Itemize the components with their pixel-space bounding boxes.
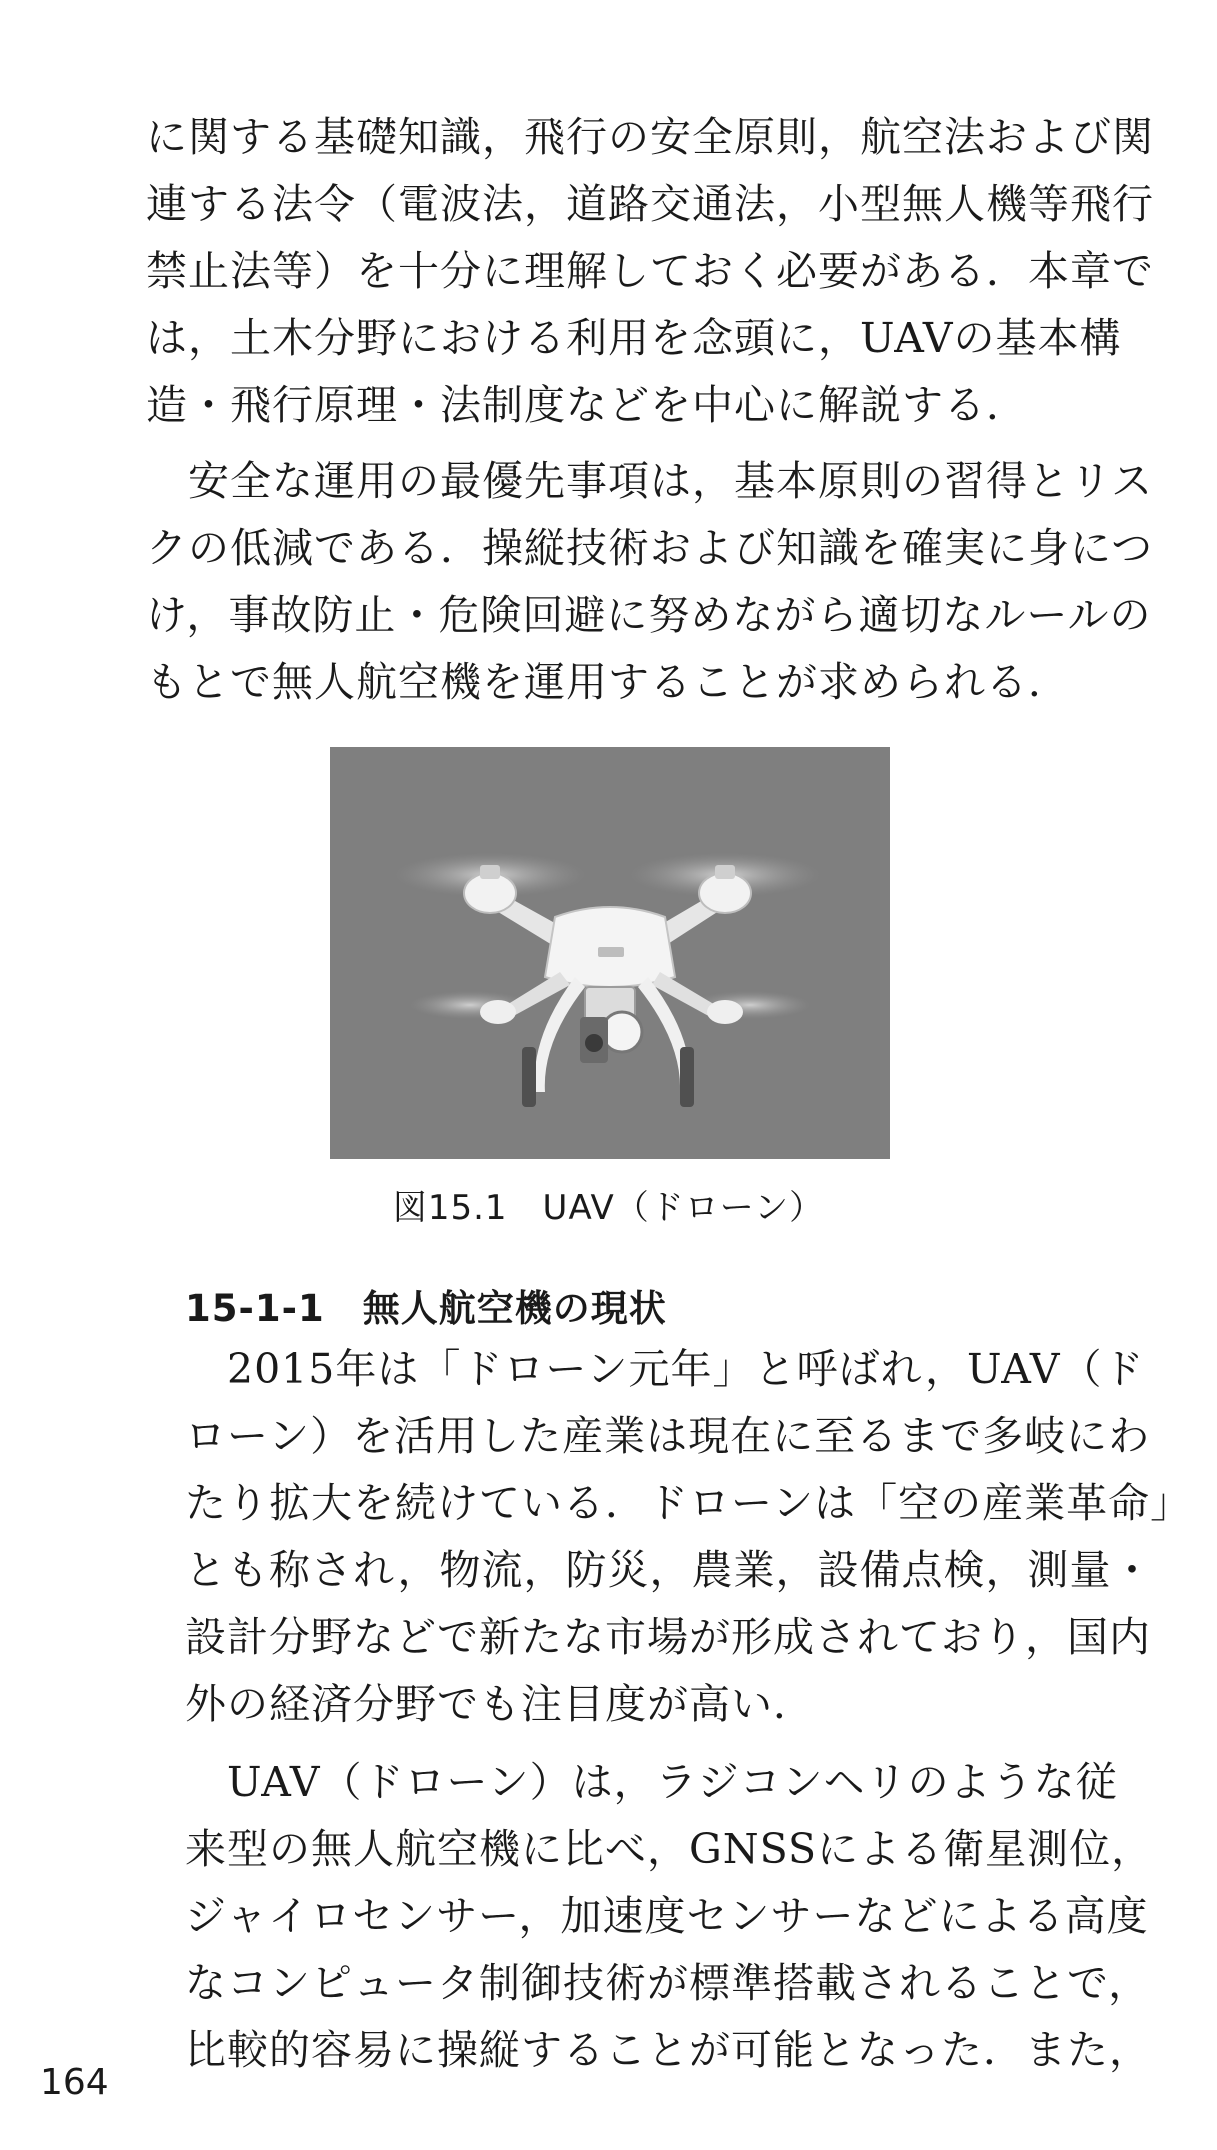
text-line: ジャイロセンサー，加速度センサーなどによる高度 (185, 1892, 1149, 1940)
text-line: に関する基礎知識，飛行の安全原則，航空法および関 (146, 113, 1154, 161)
text-line: は，土木分野における利用を念頭に，UAVの基本構 (146, 314, 1122, 362)
body-paragraph-1 (146, 104, 1154, 439)
text-line: 2015年は「ドローン元年」と呼ばれ，UAV（ド (185, 1345, 1145, 1393)
text-line: 比較的容易に操縦することが可能となった．また， (185, 2026, 1151, 2074)
drone-icon (330, 747, 890, 1159)
drone-photo (330, 747, 890, 1159)
text-line: 来型の無人航空機に比べ，GNSSによる衛星測位， (185, 1825, 1154, 1873)
text-line: もとで無人航空機を運用することが求められる． (146, 658, 1070, 706)
text-line: 禁止法等）を十分に理解しておく必要がある．本章で (146, 247, 1154, 295)
text-line: たり拡大を続けている．ドローンは「空の産業革命」 (185, 1479, 1193, 1527)
text-line: とも称され，物流，防災，農業，設備点検，測量・ (185, 1546, 1154, 1594)
text-line: ローン）を活用した産業は現在に至るまで多岐にわ (185, 1412, 1151, 1460)
body-paragraph-4 (185, 1749, 1154, 2084)
text-line: なコンピュータ制御技術が標準搭載されることで， (185, 1959, 1151, 2007)
figure-caption: 図15.1 UAV（ドローン） (392, 1188, 825, 1228)
body-paragraph-3 (185, 1336, 1193, 1738)
body-paragraph-2 (146, 448, 1154, 716)
text-line: クの低減である．操縦技術および知識を確実に身につ (146, 524, 1154, 572)
text-line: 外の経済分野でも注目度が高い． (185, 1680, 815, 1728)
text-line: 安全な運用の最優先事項は，基本原則の習得とリス (146, 457, 1154, 505)
text-line: け，事故防止・危険回避に努めながら適切なルールの (146, 591, 1152, 639)
page-number: 164 (40, 2062, 109, 2103)
text-line: UAV（ドローン）は，ラジコンヘリのような従 (185, 1758, 1118, 1806)
section-heading: 15-1-1 無人航空機の現状 (185, 1287, 667, 1330)
text-line: 造・飛行原理・法制度などを中心に解説する． (146, 381, 1028, 429)
text-line: 連する法令（電波法，道路交通法，小型無人機等飛行 (146, 180, 1154, 228)
text-line: 設計分野などで新たな市場が形成されており，国内 (185, 1613, 1151, 1661)
